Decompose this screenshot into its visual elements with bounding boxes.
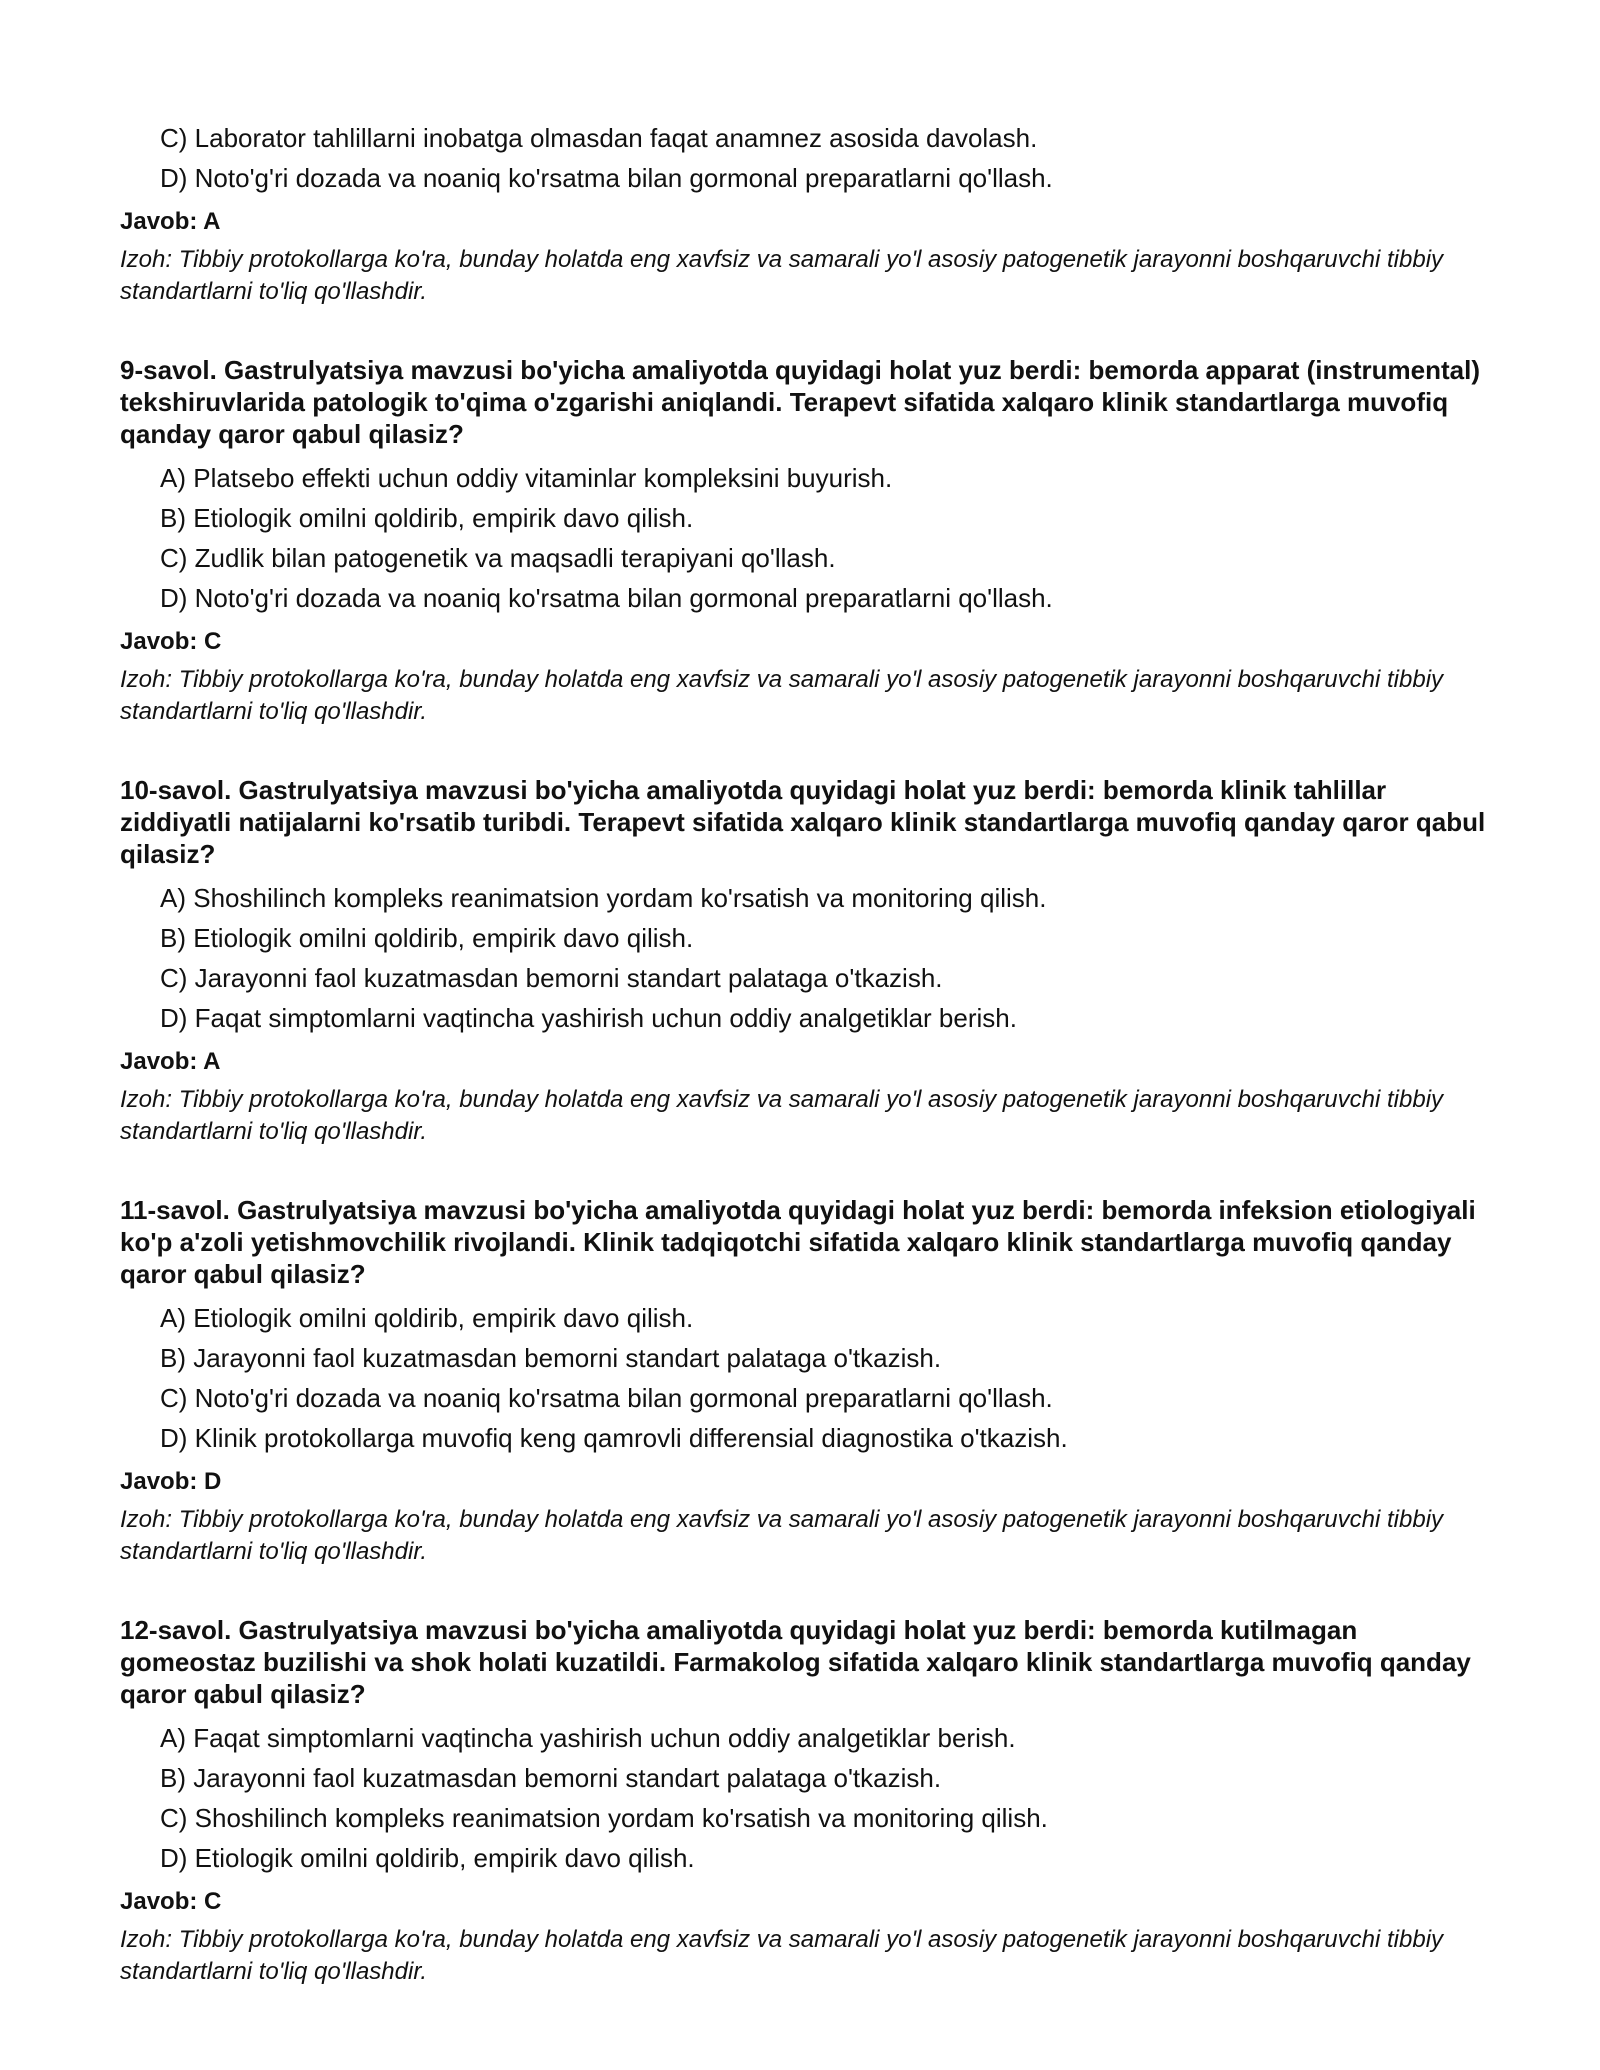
option-b: B) Jarayonni faol kuzatmasdan bemorni standart palataga o'tkazish.	[160, 1343, 942, 1373]
answer-label: Javob: A	[120, 1048, 221, 1075]
option-d: D) Klinik protokollarga muvofiq keng qamrovli differensial diagnostika o'tkazish.	[160, 1423, 1068, 1453]
question-block-11	[120, 1194, 1500, 1568]
document-content	[120, 118, 1500, 1988]
answer-label: Javob: A	[120, 208, 221, 235]
option-b: B) Etiologik omilni qoldirib, empirik davo qilish.	[160, 923, 694, 953]
question-title: 9-savol. Gastrulyatsiya mavzusi bo'yicha amaliyotda quyidagi holat yuz berdi: bemorda apparat (instrumental) tekshiruvlarida patologik to'qima o'zgarishi aniqlandi. Terapevt sifatida xalqaro klinik standartlarga muvofiq qanday qaror qabul qilasiz?	[120, 355, 1480, 449]
option-c: C) Zudlik bilan patogenetik va maqsadli terapiyani qo'llash.	[160, 543, 836, 573]
question-block-10	[120, 774, 1500, 1148]
option-b: B) Etiologik omilni qoldirib, empirik davo qilish.	[160, 503, 694, 533]
option-a: A) Shoshilinch kompleks reanimatsion yordam ko'rsatish va monitoring qilish.	[160, 883, 1047, 913]
answer-label: Javob: D	[120, 1468, 222, 1495]
option-c: C) Laborator tahlillarni inobatga olmasdan faqat anamnez asosida davolash.	[160, 123, 1038, 153]
question-block-8-tail	[120, 118, 1500, 308]
option-d: D) Etiologik omilni qoldirib, empirik davo qilish.	[160, 1843, 695, 1873]
option-c: C) Jarayonni faol kuzatmasdan bemorni standart palataga o'tkazish.	[160, 963, 943, 993]
question-block-9	[120, 354, 1500, 728]
explanation-note: Izoh: Tibbiy protokollarga ko'ra, bunday holatda eng xavfsiz va samarali yo'l asosiy patogenetik jarayonni boshqaruvchi tibbiy standartlarni to'liq qo'llashdir.	[120, 666, 1444, 725]
explanation-note: Izoh: Tibbiy protokollarga ko'ra, bunday holatda eng xavfsiz va samarali yo'l asosiy patogenetik jarayonni boshqaruvchi tibbiy standartlarni to'liq qo'llashdir.	[120, 1926, 1444, 1985]
option-c: C) Noto'g'ri dozada va noaniq ko'rsatma bilan gormonal preparatlarni qo'llash.	[160, 1383, 1053, 1413]
explanation-note: Izoh: Tibbiy protokollarga ko'ra, bunday holatda eng xavfsiz va samarali yo'l asosiy patogenetik jarayonni boshqaruvchi tibbiy standartlarni to'liq qo'llashdir.	[120, 1506, 1444, 1565]
option-a: A) Etiologik omilni qoldirib, empirik davo qilish.	[160, 1303, 694, 1333]
answer-label: Javob: C	[120, 1888, 222, 1915]
explanation-note: Izoh: Tibbiy protokollarga ko'ra, bunday holatda eng xavfsiz va samarali yo'l asosiy patogenetik jarayonni boshqaruvchi tibbiy standartlarni to'liq qo'llashdir.	[120, 246, 1444, 305]
option-a: A) Platsebo effekti uchun oddiy vitaminlar kompleksini buyurish.	[160, 463, 893, 493]
question-title: 10-savol. Gastrulyatsiya mavzusi bo'yicha amaliyotda quyidagi holat yuz berdi: bemorda klinik tahlillar ziddiyatli natijalarni ko'rsatib turibdi. Terapevt sifatida xalqaro klinik standartlarga muvofiq qanday qaror qabul qilasiz?	[120, 775, 1486, 869]
option-a: A) Faqat simptomlarni vaqtincha yashirish uchun oddiy analgetiklar berish.	[160, 1723, 1016, 1753]
option-d: D) Noto'g'ri dozada va noaniq ko'rsatma bilan gormonal preparatlarni qo'llash.	[160, 583, 1053, 613]
explanation-note: Izoh: Tibbiy protokollarga ko'ra, bunday holatda eng xavfsiz va samarali yo'l asosiy patogenetik jarayonni boshqaruvchi tibbiy standartlarni to'liq qo'llashdir.	[120, 1086, 1444, 1145]
question-title: 11-savol. Gastrulyatsiya mavzusi bo'yicha amaliyotda quyidagi holat yuz berdi: bemorda infeksion etiologiyali ko'p a'zoli yetishmovchilik rivojlandi. Klinik tadqiqotchi sifatida xalqaro klinik standartlarga muvofiq qanday qaror qabul qilasiz?	[120, 1195, 1476, 1289]
option-d: D) Noto'g'ri dozada va noaniq ko'rsatma bilan gormonal preparatlarni qo'llash.	[160, 163, 1053, 193]
option-c: C) Shoshilinch kompleks reanimatsion yordam ko'rsatish va monitoring qilish.	[160, 1803, 1048, 1833]
question-title: 12-savol. Gastrulyatsiya mavzusi bo'yicha amaliyotda quyidagi holat yuz berdi: bemorda kutilmagan gomeostaz buzilishi va shok holati kuzatildi. Farmakolog sifatida xalqaro klinik standartlarga muvofiq qanday qaror qabul qilasiz?	[120, 1615, 1471, 1709]
question-block-12	[120, 1614, 1500, 1988]
answer-label: Javob: C	[120, 628, 222, 655]
option-d: D) Faqat simptomlarni vaqtincha yashirish uchun oddiy analgetiklar berish.	[160, 1003, 1017, 1033]
option-b: B) Jarayonni faol kuzatmasdan bemorni standart palataga o'tkazish.	[160, 1763, 942, 1793]
